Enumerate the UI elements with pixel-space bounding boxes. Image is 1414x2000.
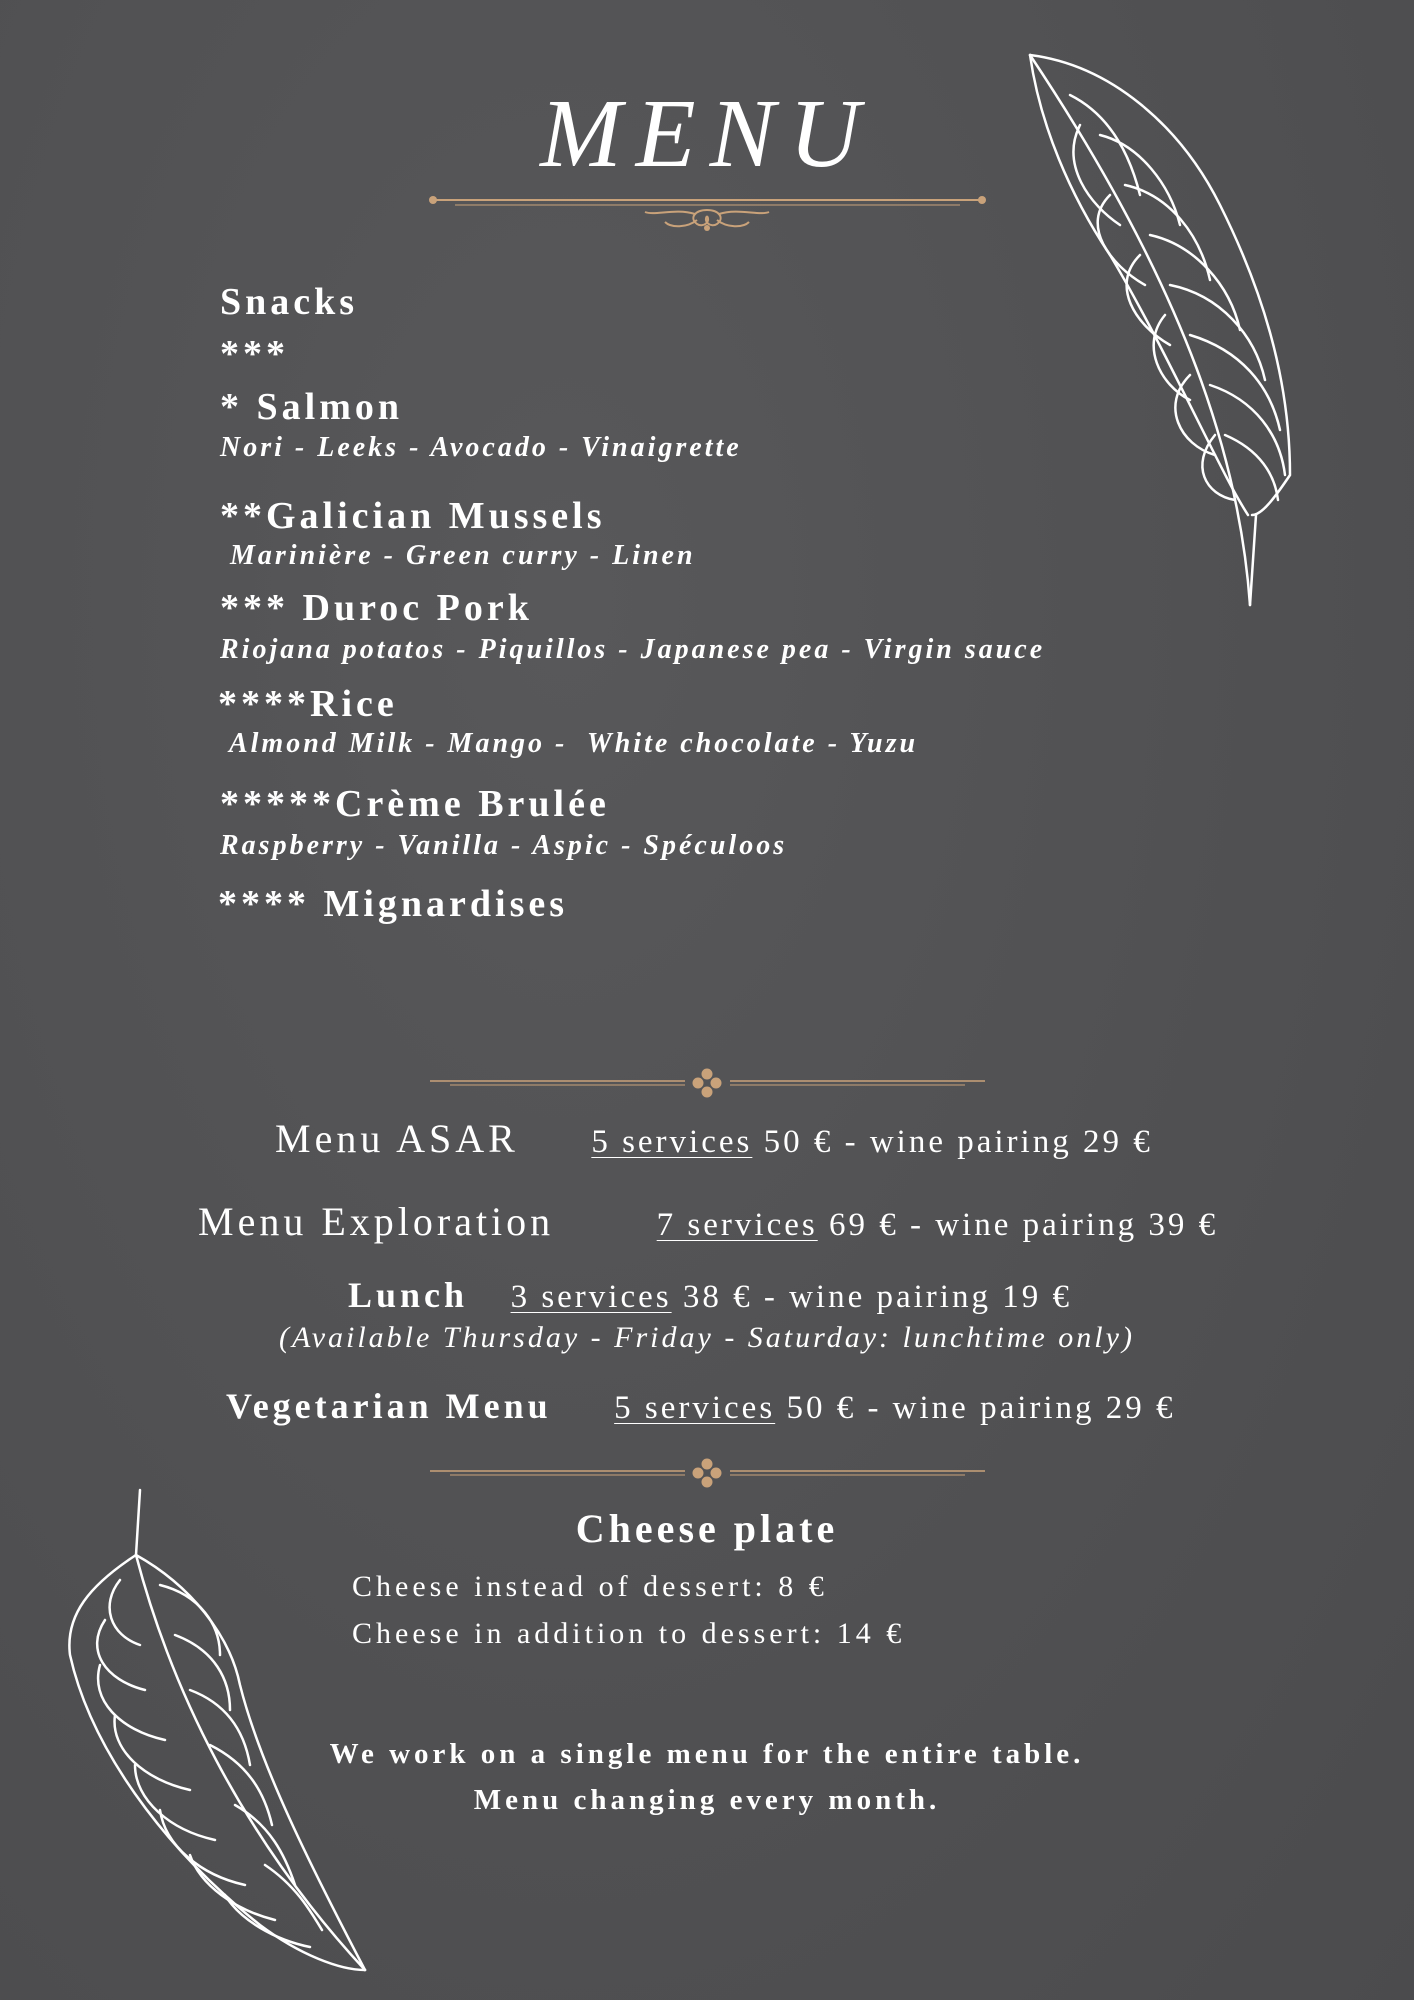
menu-name: Lunch <box>348 1275 469 1315</box>
menu-price: 69 € - wine pairing 39 € <box>817 1207 1219 1243</box>
snacks-stars: *** <box>220 333 289 375</box>
feather-top-right-icon <box>1020 45 1340 615</box>
title-flourish-ornament <box>425 188 990 238</box>
monthly-note: Menu changing every month. <box>473 1784 941 1816</box>
lunch-availability-note: (Available Thursday - Friday - Saturday: lunchtime only) <box>279 1321 1135 1354</box>
cheese-plate-heading: Cheese plate <box>575 1506 839 1551</box>
course-name: ****Rice <box>218 683 398 725</box>
menu-price: 50 € - wine pairing 29 € <box>752 1124 1153 1160</box>
course-name: **Galician Mussels <box>220 495 606 537</box>
menu-name: Menu Exploration <box>198 1199 555 1244</box>
menu-name: Vegetarian Menu <box>226 1386 552 1426</box>
menu-name: Menu ASAR <box>275 1116 519 1161</box>
cheese-option: Cheese in addition to dessert: 14 € <box>352 1617 906 1650</box>
course-description: Almond Milk - Mango - White chocolate - Yuzu <box>220 728 919 759</box>
course-description: Nori - Leeks - Avocado - Vinaigrette <box>220 432 742 463</box>
course-name: * Salmon <box>220 386 403 428</box>
course-name: **** Mignardises <box>218 883 569 925</box>
cheese-option: Cheese instead of dessert: 8 € <box>352 1570 828 1603</box>
table-note: We work on a single menu for the entire table. <box>329 1738 1085 1770</box>
menu-services: 5 services <box>614 1390 776 1426</box>
menu-services: 3 services <box>510 1279 672 1315</box>
menu-services: 7 services <box>656 1207 818 1243</box>
menu-price-row <box>275 1115 1153 1162</box>
menu-price: 50 € - wine pairing 29 € <box>775 1390 1176 1426</box>
course-description: Raspberry - Vanilla - Aspic - Spéculoos <box>220 830 788 861</box>
menu-price: 38 € - wine pairing 19 € <box>671 1279 1072 1315</box>
menu-price-row <box>348 1274 1072 1316</box>
snacks-heading: Snacks <box>220 281 359 323</box>
course-description: Marinière - Green curry - Linen <box>220 540 696 571</box>
feather-bottom-left-icon <box>60 1485 380 1975</box>
section-divider-ornament <box>430 1458 985 1488</box>
menu-services: 5 services <box>591 1124 753 1160</box>
section-divider-ornament <box>430 1068 985 1098</box>
menu-title: MENU <box>540 80 874 188</box>
course-description: Riojana potatos - Piquillos - Japanese pea - Virgin sauce <box>220 634 1046 665</box>
course-name: *****Crème Brulée <box>220 783 610 825</box>
course-name: *** Duroc Pork <box>220 587 533 629</box>
menu-price-row <box>226 1385 1176 1427</box>
menu-price-row <box>198 1198 1218 1245</box>
